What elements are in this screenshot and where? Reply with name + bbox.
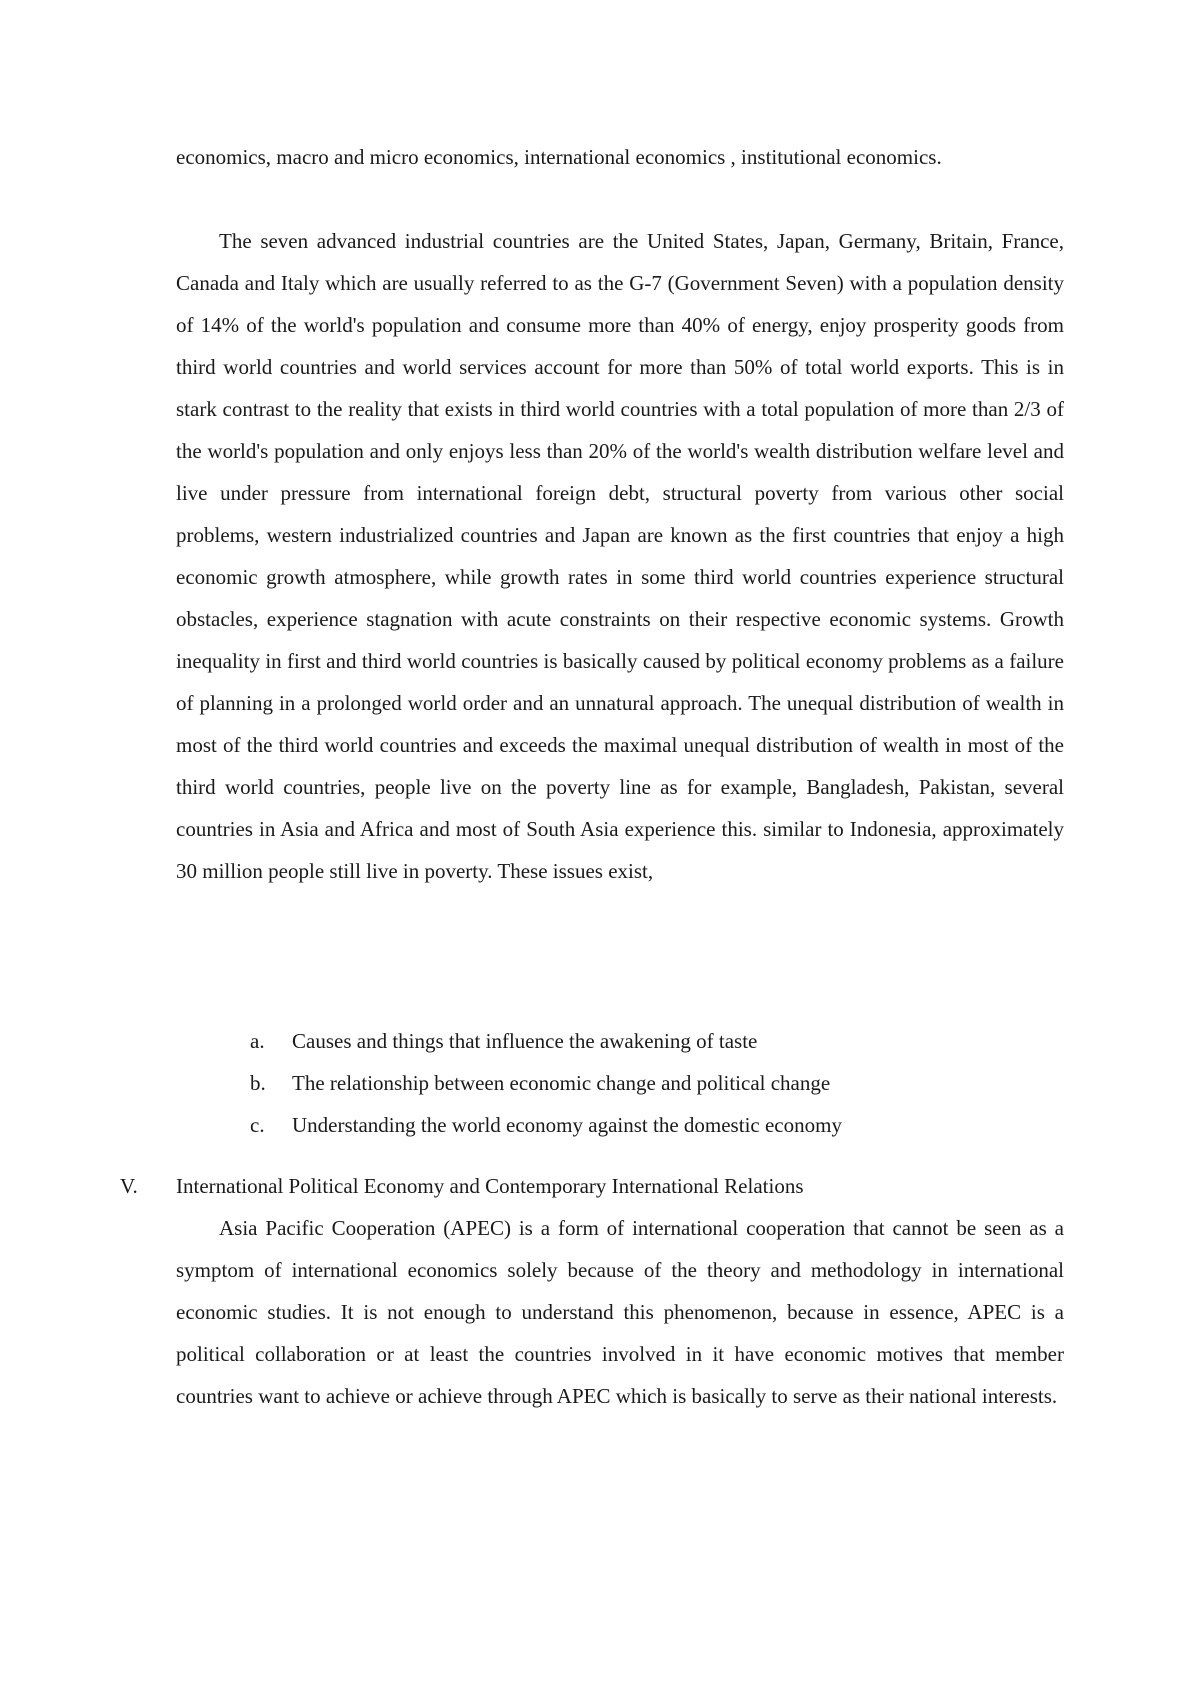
- section-title: International Political Economy and Contemporary International Relations: [176, 1174, 804, 1198]
- issues-list: [250, 1020, 842, 1146]
- section-number: V.: [120, 1174, 138, 1198]
- list-marker: a.: [250, 1029, 265, 1053]
- list-item-text: Causes and things that influence the awakening of taste: [292, 1029, 758, 1053]
- section-heading: [120, 1165, 804, 1207]
- list-item-text: The relationship between economic change and political change: [292, 1071, 831, 1095]
- paragraph-g7: The seven advanced industrial countries are the United States, Japan, Germany, Britain, France, Canada and Italy which are usually referred to as the G-7 (Government Seven) with a population density of 14% of the world's population and consume more than 40% of energy, enjoy prosperity goods from third world countries and world services account for more than 50% of total world exports. This is in stark contrast to the reality that exists in third world countries with a total population of more than 2/3 of the world's population and only enjoys less than 20% of the world's wealth distribution welfare level and live under pressure from international foreign debt, structural poverty from various other social problems, western industrialized countries and Japan are known as the first countries that enjoy a high economic growth atmosphere, while growth rates in some third world countries experience structural obstacles, experience stagnation with acute constraints on their respective economic systems. Growth inequality in first and third world countries is basically caused by political economy problems as a failure of planning in a prolonged world order and an unnatural approach. The unequal distribution of wealth in most of the third world countries and exceeds the maximal unequal distribution of wealth in most of the third world countries, people live on the poverty line as for example, Bangladesh, Pakistan, several countries in Asia and Africa and most of South Asia experience this. similar to Indonesia, approximately 30 million people still live in poverty. These issues exist,: [176, 229, 1064, 883]
- list-item: [250, 1104, 842, 1146]
- list-marker: c.: [250, 1113, 265, 1137]
- list-marker: b.: [250, 1071, 266, 1095]
- list-item: [250, 1020, 842, 1062]
- list-item: [250, 1062, 842, 1104]
- paragraph-apec: Asia Pacific Cooperation (APEC) is a form of international cooperation that cannot be seen as a symptom of international economics solely because of the theory and methodology in international economic studies. It is not enough to understand this phenomenon, because in essence, APEC is a political collaboration or at least the countries involved in it have economic motives that member countries want to achieve or achieve through APEC which is basically to serve as their national interests.: [176, 1216, 1064, 1408]
- list-item-text: Understanding the world economy against the domestic economy: [292, 1113, 842, 1137]
- paragraph-continued: economics, macro and micro economics, international economics , institutional economics.: [176, 145, 942, 169]
